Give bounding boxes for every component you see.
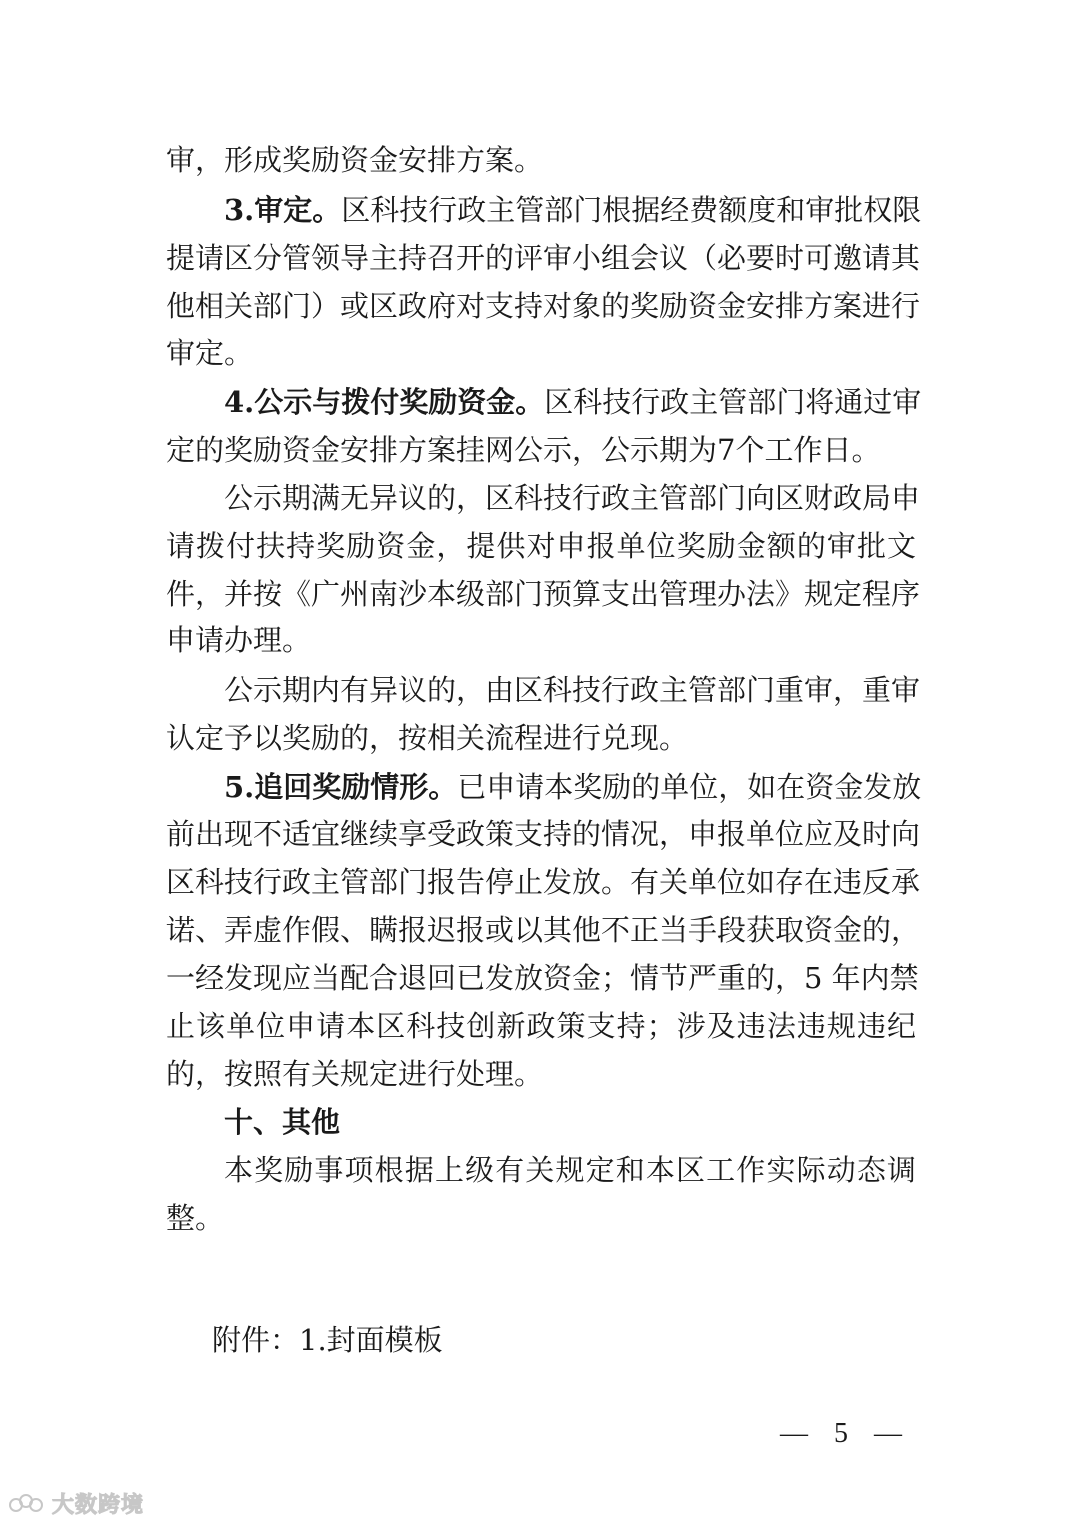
paragraph-line: 本奖励事项根据上级有关规定和本区工作实际动态调 — [224, 1153, 916, 1187]
paragraph-line: 区科技行政主管部门报告停止发放。有关单位如存在违反承 — [166, 865, 921, 899]
section-5-heading: 5.追回奖励情形。 — [224, 770, 458, 804]
paragraph-line: 公示期满无异议的，区科技行政主管部门向区财政局申 — [224, 481, 921, 515]
paragraph-line: 止该单位申请本区科技创新政策支持；涉及违法违规违纪 — [166, 1009, 916, 1043]
section-4-heading: 4.公示与拨付奖励资金。 — [224, 385, 545, 419]
paragraph-line: 审，形成奖励资金安排方案。 — [166, 143, 544, 177]
watermark-text: 大数跨境 — [52, 1492, 145, 1518]
section-4-heading-line: 4.公示与拨付奖励资金。区科技行政主管部门将通过审 — [224, 385, 922, 419]
watermark-logo-icon — [8, 1491, 44, 1515]
paragraph-line: 提请区分管领导主持召开的评审小组会议（必要时可邀请其 — [166, 241, 921, 275]
page-number: — 5 — — [780, 1418, 906, 1449]
paragraph-line: 诺、弄虚作假、瞒报迟报或以其他不正当手段获取资金的， — [166, 913, 921, 947]
paragraph-line: 件，并按《广州南沙本级部门预算支出管理办法》规定程序 — [166, 577, 921, 611]
section-10-heading: 十、其他 — [224, 1105, 341, 1139]
section-5-heading-line: 5.追回奖励情形。已申请本奖励的单位，如在资金发放 — [224, 770, 922, 804]
paragraph-line: 公示期内有异议的，由区科技行政主管部门重审，重审 — [224, 673, 921, 707]
section-3-heading-line: 3.审定。区科技行政主管部门根据经费额度和审批权限 — [224, 193, 922, 227]
paragraph-line: 申请办理。 — [166, 623, 312, 657]
paragraph-line: 一经发现应当配合退回已发放资金；情节严重的，5 年内禁 — [166, 961, 919, 995]
paragraph-line: 审定。 — [166, 336, 254, 370]
section-3-heading: 3.审定。 — [224, 193, 342, 227]
watermark — [8, 1488, 144, 1518]
paragraph-line: 整。 — [166, 1201, 225, 1235]
paragraph-line: 请拨付扶持奖励资金，提供对申报单位奖励金额的审批文 — [166, 529, 916, 563]
section-10-heading-line — [166, 1102, 916, 1142]
paragraph-line: 前出现不适宜继续享受政策支持的情况，申报单位应及时向 — [166, 817, 921, 851]
paragraph-line: 定的奖励资金安排方案挂网公示，公示期为7个工作日。 — [166, 433, 881, 467]
paragraph-line: 的，按照有关规定进行处理。 — [166, 1057, 544, 1091]
paragraph-line: 他相关部门）或区政府对支持对象的奖励资金安排方案进行 — [166, 289, 921, 323]
paragraph-line: 认定予以奖励的，按相关流程进行兑现。 — [166, 721, 689, 755]
attachment-line: 附件：1.封面模板 — [212, 1323, 443, 1357]
